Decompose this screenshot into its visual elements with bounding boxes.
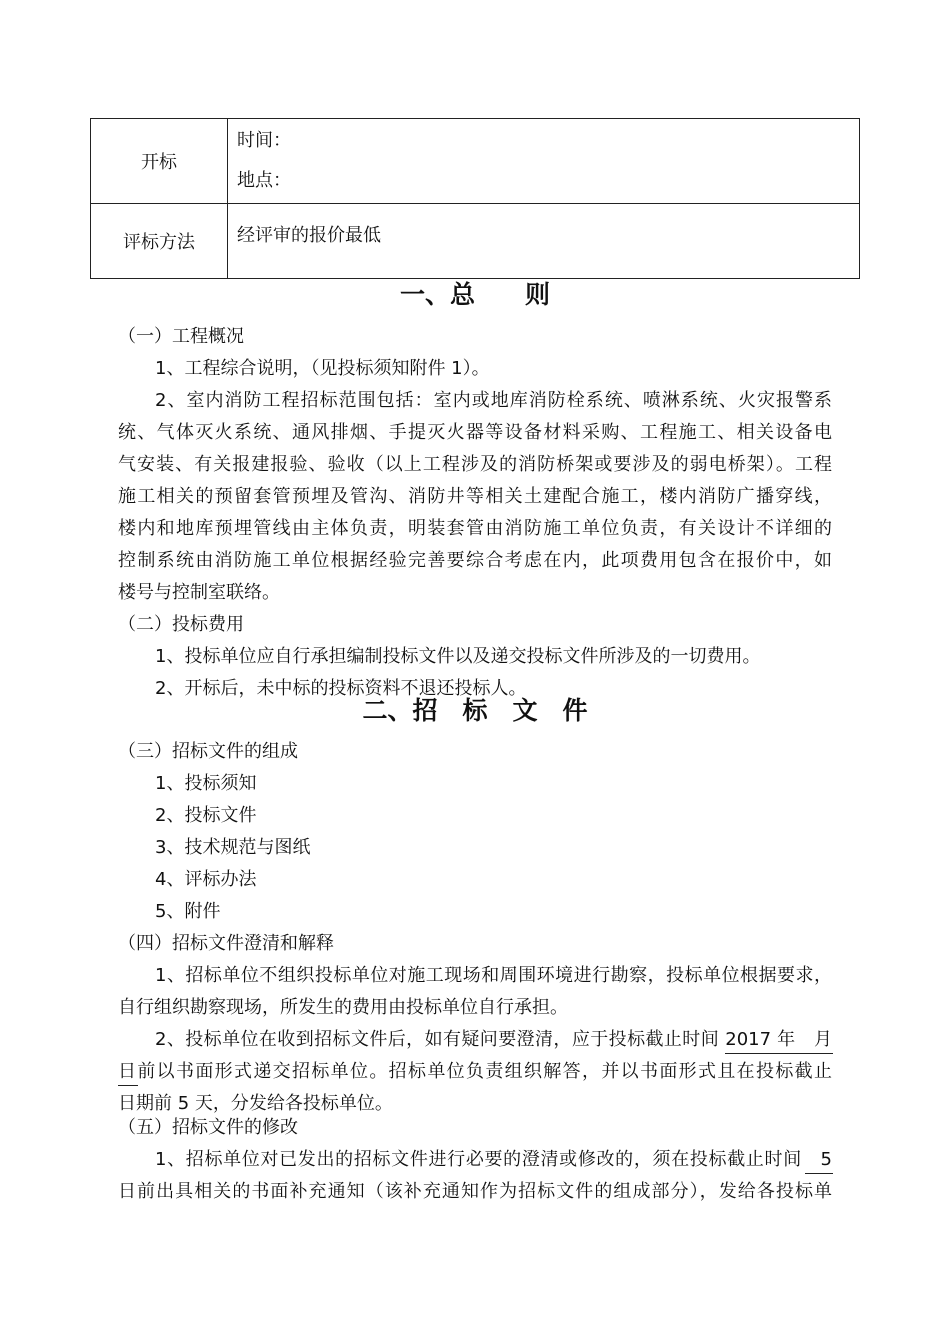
subheading-amendment: （五）招标文件的修改 — [118, 1117, 298, 1138]
list-item: 1、投标须知 — [155, 773, 257, 794]
underline-rule — [118, 1085, 138, 1086]
list-item: 3、技术规范与图纸 — [155, 837, 311, 858]
paragraph-line: 施工相关的预留套管预埋及管沟、消防井等相关土建配合施工，楼内消防广播穿线， — [118, 486, 832, 507]
paragraph-line: 2、投标单位在收到招标文件后，如有疑问要澄清，应于投标截止时间 2017 年 月 — [155, 1029, 832, 1050]
paragraph-line: 统、气体灭火系统、通风排烟、手提灭火器等设备材料采购、工程施工、相关设备电 — [118, 422, 832, 443]
evaluation-method-value: 经评审的报价最低 — [237, 225, 381, 246]
paragraph-line: 1、招标单位对已发出的招标文件进行必要的澄清或修改的，须在投标截止时间 5 — [155, 1149, 832, 1170]
bid-info-table — [90, 118, 860, 279]
paragraph-line: 楼内和地库预埋管线由主体负责，明装套管由消防施工单位负责，有关设计不详细的 — [118, 518, 832, 539]
paragraph-line: 日前出具相关的书面补充通知（该补充通知作为招标文件的组成部分），发给各投标单 — [118, 1181, 832, 1202]
subheading-bid-costs: （二）投标费用 — [118, 614, 244, 635]
paragraph-line: 2、室内消防工程招标范围包括：室内或地库消防栓系统、喷淋系统、火灾报警系 — [155, 390, 832, 411]
subheading-project-overview: （一）工程概况 — [118, 326, 244, 347]
paragraph-line: 气安装、有关报建报验、验收（以上工程涉及的消防桥架或要涉及的弱电桥架）。工程 — [118, 454, 832, 475]
paragraph-line: 1、招标单位不组织投标单位对施工现场和周围环境进行勘察，投标单位根据要求， — [155, 965, 832, 986]
list-item: 2、投标文件 — [155, 805, 257, 826]
paragraph-line: 1、投标单位应自行承担编制投标文件以及递交投标文件所涉及的一切费用。 — [155, 646, 761, 667]
time-label: 时间： — [237, 130, 291, 151]
location-label: 地点： — [237, 170, 291, 191]
paragraph-line: 日前以书面形式递交招标单位。招标单位负责组织解答，并以书面形式且在投标截止 — [118, 1061, 832, 1082]
paragraph-line: 自行组织勘察现场，所发生的费用由投标单位自行承担。 — [118, 997, 568, 1018]
subheading-document-composition: （三）招标文件的组成 — [118, 741, 298, 762]
paragraph-line: 日期前 5 天，分发给各投标单位。 — [118, 1093, 393, 1114]
evaluation-method-value-cell — [228, 204, 860, 279]
section-heading-general: 一、总 则 — [399, 280, 550, 309]
section-heading-tender-documents: 二、招 标 文 件 — [362, 696, 588, 725]
underline-rule — [805, 1173, 833, 1174]
table-row — [91, 119, 860, 204]
list-item: 5、附件 — [155, 901, 221, 922]
table-row — [91, 204, 860, 279]
paragraph-line: 1、工程综合说明，（见投标须知附件 1）。 — [155, 358, 490, 379]
paragraph-line: 2、开标后，未中标的投标资料不退还投标人。 — [155, 678, 527, 699]
bid-opening-label: 开标 — [91, 119, 228, 204]
subheading-clarification: （四）招标文件澄清和解释 — [118, 933, 334, 954]
bid-opening-details — [228, 119, 860, 204]
evaluation-method-label: 评标方法 — [91, 204, 228, 279]
paragraph-line: 楼号与控制室联络。 — [118, 582, 280, 603]
paragraph-line: 控制系统由消防施工单位根据经验完善要综合考虑在内，此项费用包含在报价中，如 — [118, 550, 832, 571]
underline-rule — [725, 1053, 833, 1054]
list-item: 4、评标办法 — [155, 869, 257, 890]
